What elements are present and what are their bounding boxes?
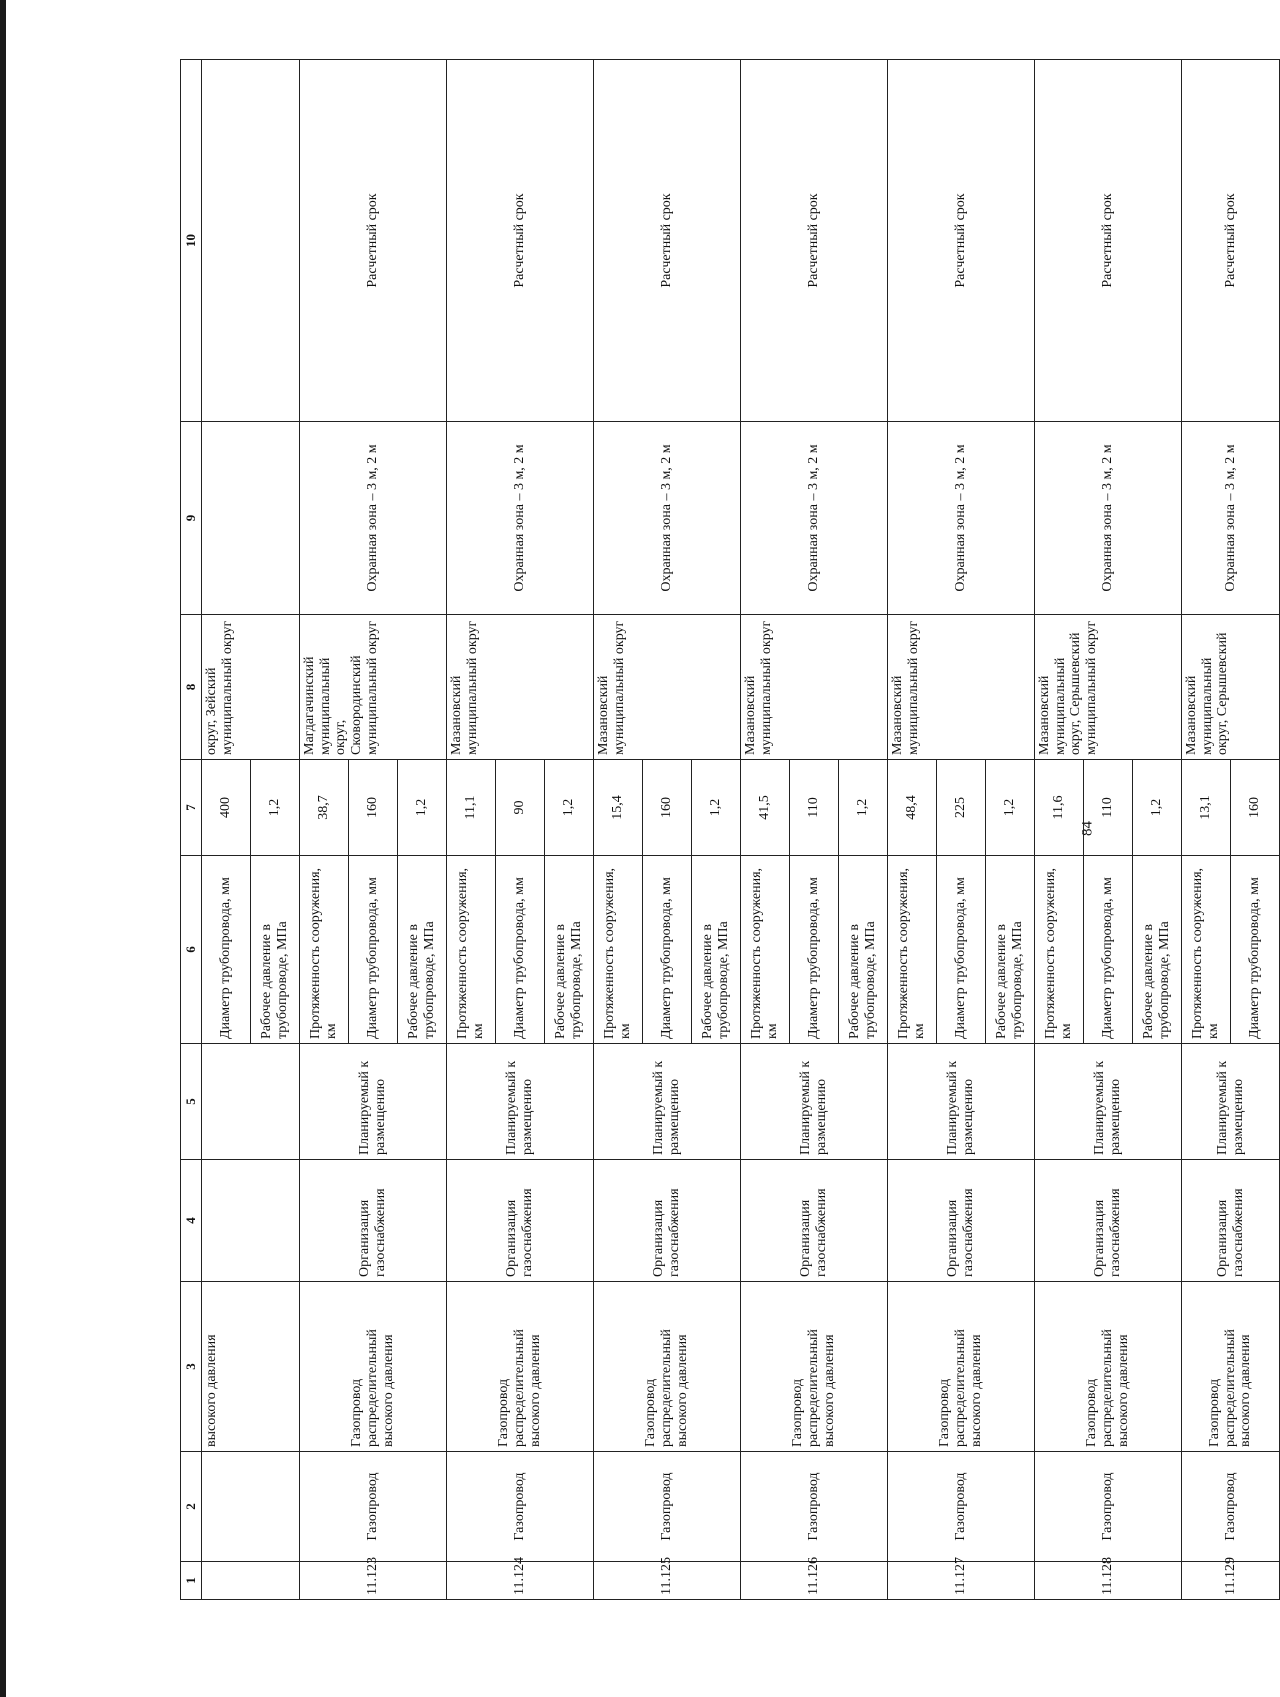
param-name: Диаметр трубопровода, мм [937,856,986,1044]
param-name: Протяженность сооружения, км [888,856,937,1044]
param-name: Рабочее давление в трубопроводе, МПа [1133,856,1182,1044]
param-name: Протяженность сооружения, км [741,856,790,1044]
table-row [888,60,937,1600]
param-value: 110 [790,760,839,856]
col-header-8: 8 [181,615,202,760]
object-name: Газопровод [300,1452,447,1562]
param-name: Рабочее давление в трубопроводе, МПа [251,856,300,1044]
table-row [1035,60,1084,1600]
object-name: Газопровод [741,1452,888,1562]
object-description: Газопровод распределительный высокого давления [300,1282,447,1452]
security-zone: Охранная зона – 3 м, 2 м [300,422,447,615]
param-value: 41,5 [741,760,790,856]
row-id: 11.125 [594,1562,741,1600]
location: Мазановский муниципальный округ [447,615,594,760]
object-description: Газопровод распределительный высокого давления [1035,1282,1182,1452]
object-name: Газопровод [447,1452,594,1562]
col-header-9: 9 [181,422,202,615]
param-value: 160 [643,760,692,856]
col-header-4: 4 [181,1160,202,1282]
security-zone: Охранная зона – 3 м, 2 м [1035,422,1182,615]
param-value: 400 [202,760,251,856]
security-zone: Охранная зона – 3 м, 2 м [447,422,594,615]
param-value: 1,2 [692,760,741,856]
param-value: 1,2 [545,760,594,856]
object-description: Газопровод распределительный высокого давления [594,1282,741,1452]
param-name: Рабочее давление в трубопроводе, МПа [545,856,594,1044]
table-row [300,60,349,1600]
status: Планируемый к размещению [888,1044,1035,1160]
security-zone: Охранная зона – 3 м, 2 м [888,422,1035,615]
param-value: 11,1 [447,760,496,856]
param-name: Рабочее давление в трубопроводе, МПа [692,856,741,1044]
owner: Организация газоснабжения [888,1160,1035,1282]
row-id: 11.129 [1182,1562,1280,1600]
param-name: Рабочее давление в трубопроводе, МПа [839,856,888,1044]
location: Мазановский муниципальный округ [888,615,1035,760]
param-name: Диаметр трубопровода, мм [790,856,839,1044]
row-id: 11.127 [888,1562,1035,1600]
table-row [447,60,496,1600]
row-id: 11.126 [741,1562,888,1600]
security-zone: Охранная зона – 3 м, 2 м [1182,422,1280,615]
param-name: Протяженность сооружения, км [447,856,496,1044]
param-value: 15,4 [594,760,643,856]
owner: Организация газоснабжения [594,1160,741,1282]
term: Расчетный срок [888,60,1035,422]
param-value: 48,4 [888,760,937,856]
param-value: 1,2 [251,760,300,856]
security-zone: Охранная зона – 3 м, 2 м [594,422,741,615]
owner: Организация газоснабжения [447,1160,594,1282]
param-name: Диаметр трубопровода, мм [643,856,692,1044]
object-description: Газопровод распределительный высокого давления [447,1282,594,1452]
param-value: 110 [1084,760,1133,856]
object-name: Газопровод [594,1452,741,1562]
col-header-6: 6 [181,856,202,1044]
param-name: Протяженность сооружения, км [1182,856,1231,1044]
col-header-10: 10 [181,60,202,422]
table-row [1182,60,1231,1600]
param-name: Диаметр трубопровода, мм [349,856,398,1044]
object-description: Газопровод распределительный высокого давления [741,1282,888,1452]
param-value: 90 [496,760,545,856]
param-name: Рабочее давление в трубопроводе, МПа [986,856,1035,1044]
param-name: Протяженность сооружения, км [1035,856,1084,1044]
col-header-7: 7 [181,760,202,856]
status: Планируемый к размещению [594,1044,741,1160]
term: Расчетный срок [1035,60,1182,422]
row-id: 11.123 [300,1562,447,1600]
param-value: 1,2 [398,760,447,856]
page-number: 84 [1079,821,1096,836]
rotated-table-container [180,60,1263,1600]
param-value: 13,1 [1182,760,1231,856]
param-name: Диаметр трубопровода, мм [1084,856,1133,1044]
location: Мазановский муниципальный округ [594,615,741,760]
location: округ, Зейский муниципальный округ [202,615,300,760]
col-header-5: 5 [181,1044,202,1160]
object-description: Газопровод распределительный высокого давления [888,1282,1035,1452]
scan-left-edge [0,0,6,1697]
object-name: Газопровод [1035,1452,1182,1562]
owner: Организация газоснабжения [300,1160,447,1282]
param-value: 11,6 [1035,760,1084,856]
term: Расчетный срок [741,60,888,422]
row-id: 11.124 [447,1562,594,1600]
term: Расчетный срок [1182,60,1280,422]
term: Расчетный срок [447,60,594,422]
col-header-1: 1 [181,1562,202,1600]
param-name: Диаметр трубопровода, мм [496,856,545,1044]
param-value: 160 [1231,760,1280,856]
continuation-description: высокого давления [202,1282,300,1452]
col-header-3: 3 [181,1282,202,1452]
param-value: 225 [937,760,986,856]
table-row [594,60,643,1600]
object-description: Газопровод распределительный высокого давления [1182,1282,1280,1452]
header-row [181,60,202,1600]
security-zone: Охранная зона – 3 м, 2 м [741,422,888,615]
param-value: 1,2 [986,760,1035,856]
gas-pipeline-table [180,59,1280,1600]
param-name: Протяженность сооружения, км [300,856,349,1044]
param-name: Рабочее давление в трубопроводе, МПа [398,856,447,1044]
status: Планируемый к размещению [1182,1044,1280,1160]
owner: Организация газоснабжения [1035,1160,1182,1282]
object-name: Газопровод [888,1452,1035,1562]
owner: Организация газоснабжения [741,1160,888,1282]
owner: Организация газоснабжения [1182,1160,1280,1282]
status: Планируемый к размещению [741,1044,888,1160]
param-name: Протяженность сооружения, км [594,856,643,1044]
param-name: Диаметр трубопровода, мм [1231,856,1280,1044]
param-value: 38,7 [300,760,349,856]
status: Планируемый к размещению [300,1044,447,1160]
location: Мазановский муниципальный округ [741,615,888,760]
location: Мазановский муниципальный округ, Серышевский муниципальный округ [1035,615,1182,760]
param-value: 1,2 [1133,760,1182,856]
location: Мазановский муниципальный округ, Серышевский [1182,615,1280,760]
col-header-2: 2 [181,1452,202,1562]
term: Расчетный срок [300,60,447,422]
table-row [741,60,790,1600]
location: Магдагачинский муниципальный округ, Сковородинский муниципальный округ [300,615,447,760]
param-value: 1,2 [839,760,888,856]
term: Расчетный срок [594,60,741,422]
status: Планируемый к размещению [447,1044,594,1160]
param-value: 160 [349,760,398,856]
param-name: Диаметр трубопровода, мм [202,856,251,1044]
object-name: Газопровод [1182,1452,1280,1562]
status: Планируемый к размещению [1035,1044,1182,1160]
continuation-row [202,60,251,1600]
row-id: 11.128 [1035,1562,1182,1600]
